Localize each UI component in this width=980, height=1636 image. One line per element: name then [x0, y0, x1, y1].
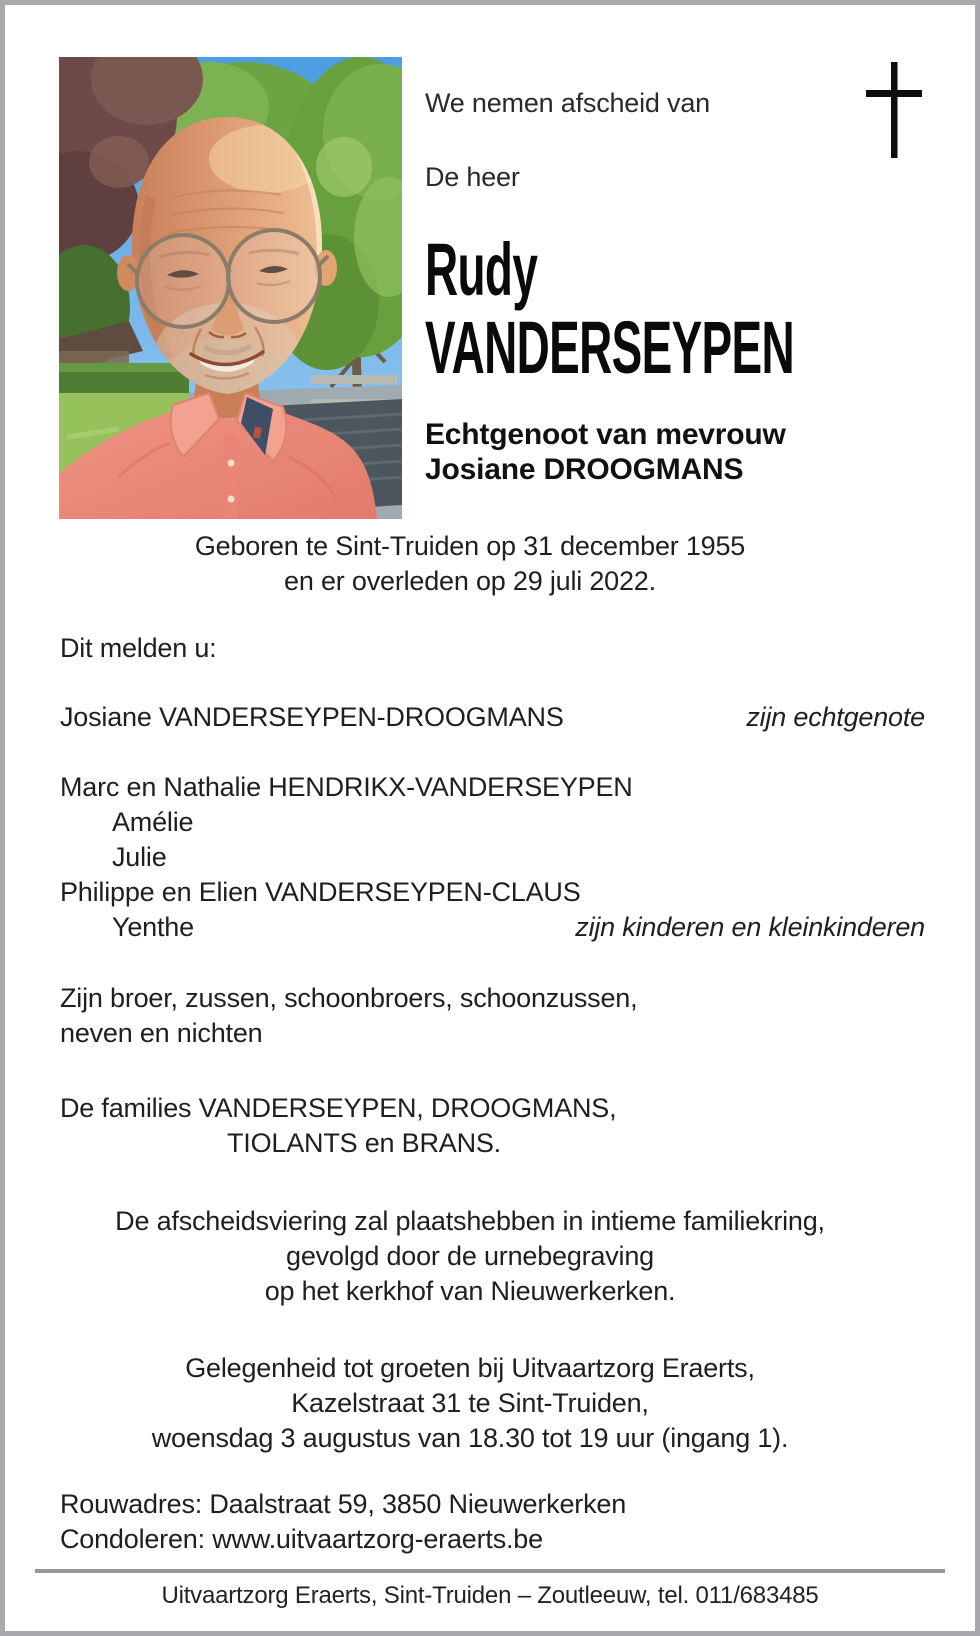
siblings-block — [60, 981, 925, 1051]
ceremony-block — [60, 1204, 880, 1309]
greeting-line1: Gelegenheid tot groeten bij Uitvaartzorg Eraerts, — [185, 1353, 755, 1383]
spouse-of — [425, 417, 786, 487]
death-line: en er overleden op 29 juli 2022. — [284, 566, 656, 596]
cross-icon — [866, 62, 922, 158]
families-line2: TIOLANTS en BRANS. — [227, 1128, 501, 1158]
funeral-home-footer: Uitvaartzorg Eraerts, Sint-Truiden – Zoutleeuw, tel. 011/683485 — [161, 1582, 819, 1609]
family-line: Philippe en Elien VANDERSEYPEN-CLAUS — [60, 877, 581, 907]
spouse-of-line1: Echtgenoot van mevrouw — [425, 418, 786, 451]
footer-divider — [35, 1569, 945, 1573]
dates-block — [60, 529, 880, 599]
family-line: Marc en Nathalie HENDRIKX-VANDERSEYPEN — [60, 772, 633, 802]
condolence-website: Condoleren: www.uitvaartzorg-eraerts.be — [60, 1524, 543, 1554]
children-block — [60, 770, 925, 945]
family-line: Julie — [112, 842, 167, 872]
portrait-photo — [59, 57, 402, 519]
birth-line: Geboren te Sint-Truiden op 31 december 1955 — [194, 531, 746, 561]
ceremony-line2: gevolgd door de urnebegraving — [286, 1241, 654, 1271]
spouse-relation-note: zijn echtgenote — [746, 702, 925, 732]
spouse-name: Josiane VANDERSEYPEN-DROOGMANS — [60, 702, 564, 732]
families-line1: De families VANDERSEYPEN, DROOGMANS, — [60, 1093, 617, 1123]
families-block — [60, 1091, 925, 1161]
siblings-line1: Zijn broer, zussen, schoonbroers, schoonzussen, — [60, 983, 638, 1013]
ceremony-line1: De afscheidsviering zal plaatshebben in intieme familiekring, — [115, 1206, 825, 1236]
family-line — [60, 910, 925, 945]
spouse-of-line2: Josiane DROOGMANS — [425, 453, 744, 486]
contact-block — [60, 1487, 925, 1557]
deceased-first-name: Rudy — [425, 228, 538, 311]
deceased-name — [425, 228, 980, 389]
siblings-line2: neven en nichten — [60, 1018, 263, 1048]
spouse-row — [60, 700, 925, 735]
greeting-line3: woensdag 3 augustus van 18.30 tot 19 uur (ingang 1). — [151, 1423, 789, 1453]
ceremony-line3: op het kerkhof van Nieuwerkerken. — [264, 1276, 676, 1306]
greeting-line2: Kazelstraat 31 te Sint-Truiden, — [291, 1388, 649, 1418]
grandchild-name: Yenthe — [112, 912, 194, 942]
family-line: Amélie — [112, 807, 194, 837]
children-relation-note: zijn kinderen en kleinkinderen — [575, 912, 925, 942]
mourning-address: Rouwadres: Daalstraat 59, 3850 Nieuwerkerken — [60, 1489, 627, 1519]
deceased-last-name: VANDERSEYPEN — [425, 306, 795, 389]
intro-line: We nemen afscheid van — [425, 88, 710, 118]
salutation: De heer — [425, 162, 520, 192]
greeting-block — [60, 1351, 880, 1456]
announcement-label: Dit melden u: — [60, 633, 217, 663]
